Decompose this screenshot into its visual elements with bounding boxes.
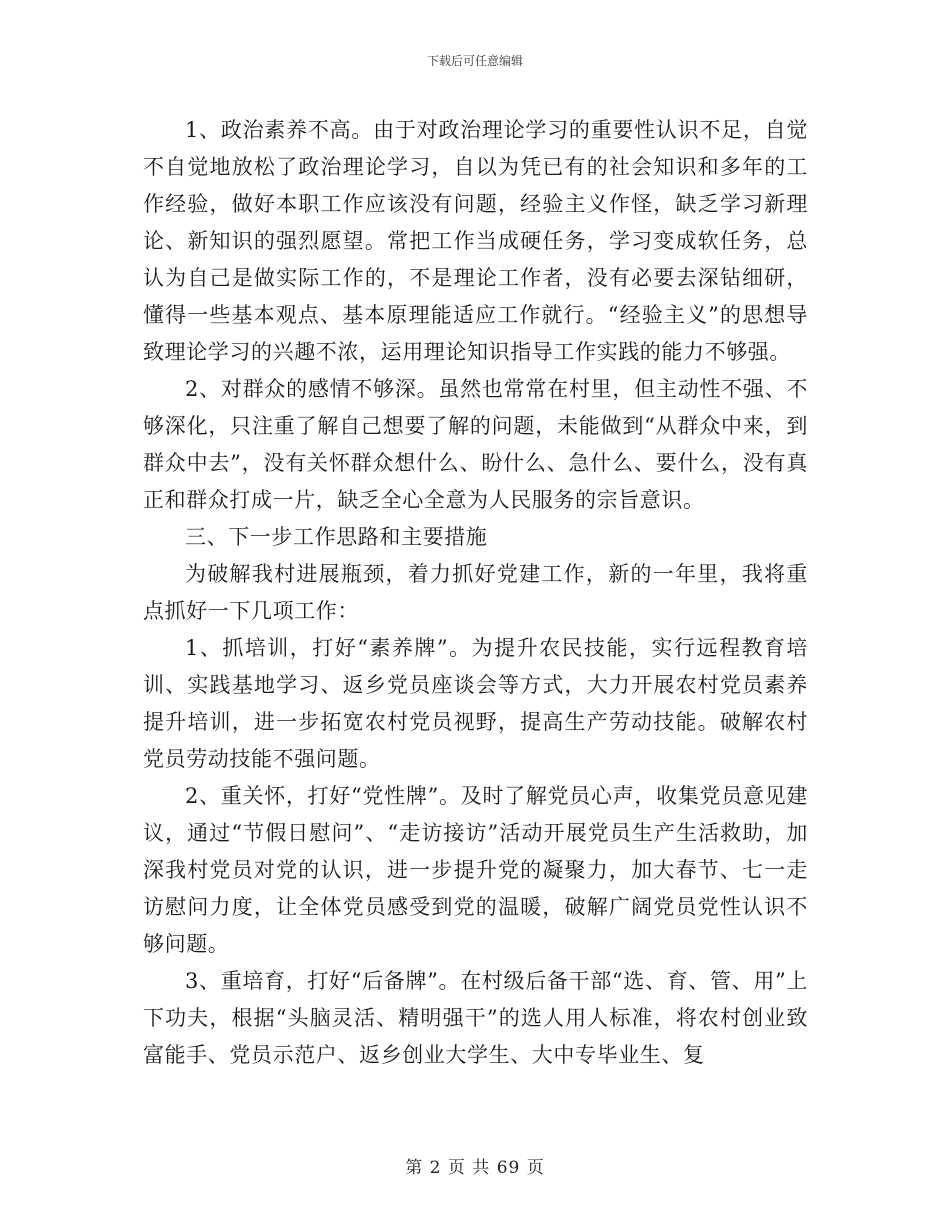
paragraph-mass-feelings: 2、对群众的感情不够深。虽然也常常在村里，但主动性不强、不够深化，只注重了解自己想要了解的问题，未能做到“从群众中来，到群众中去”，没有关怀群众想什么、盼什么、急什么、要什么，没有真正和群众打成一片，缺乏全心全意为人民服务的宗旨意识。 [143,377,808,512]
paragraph-political-literacy: 1、政治素养不高。由于对政治理论学习的重要性认识不足，自觉不自觉地放松了政治理论学习，自以为凭已有的社会知识和多年的工作经验，做好本职工作应该没有问题，经验主义作怪，缺乏学习新理论、新知识的强烈愿望。常把工作当成硬任务，学习变成软任务，总认为自己是做实际工作的，不是理论工作者，没有必要去深钻细研，懂得一些基本观点、基本原理能适应工作就行。“经验主义”的思想导致理论学习的兴趣不浓，运用理论知识指导工作实践的能力不够强。 [143,118,808,364]
section-heading-next-steps: 三、下一步工作思路和主要措施 [185,525,488,549]
paragraph-reserve-cadres: 3、重培育，打好“后备牌”。在村级后备干部“选、育、管、用”上下功夫，根据“头脑灵活、精明强干”的选人用人标准，将农村创业致富能手、党员示范户、返乡创业大学生、大中专毕业生、复 [143,969,808,1067]
document-body [143,112,808,1074]
paragraph-care: 2、重关怀，打好“党性牌”。及时了解党员心声，收集党员意见建议，通过“节假日慰问”、“走访接访”活动开展党员生产生活救助，加深我村党员对党的认识，进一步提升党的凝聚力，加大春节、七一走访慰问力度，让全体党员感受到党的温暖，破解广阔党员党性认识不够问题。 [143,784,808,956]
paragraph-training: 1、抓培训，打好“素养牌”。为提升农民技能，实行远程教育培训、实践基地学习、返乡党员座谈会等方式，大力开展农村党员素养提升培训，进一步拓宽农村党员视野，提高生产劳动技能。破解农村党员劳动技能不强问题。 [143,636,808,771]
paragraph-intro-measures: 为破解我村进展瓶颈，着力抓好党建工作，新的一年里，我将重点抓好一下几项工作： [143,562,808,623]
page-number: 第 2 页 共 69 页 [405,1158,545,1178]
page-header: 下载后可任意编辑 [426,54,523,68]
page-footer [0,1157,950,1179]
